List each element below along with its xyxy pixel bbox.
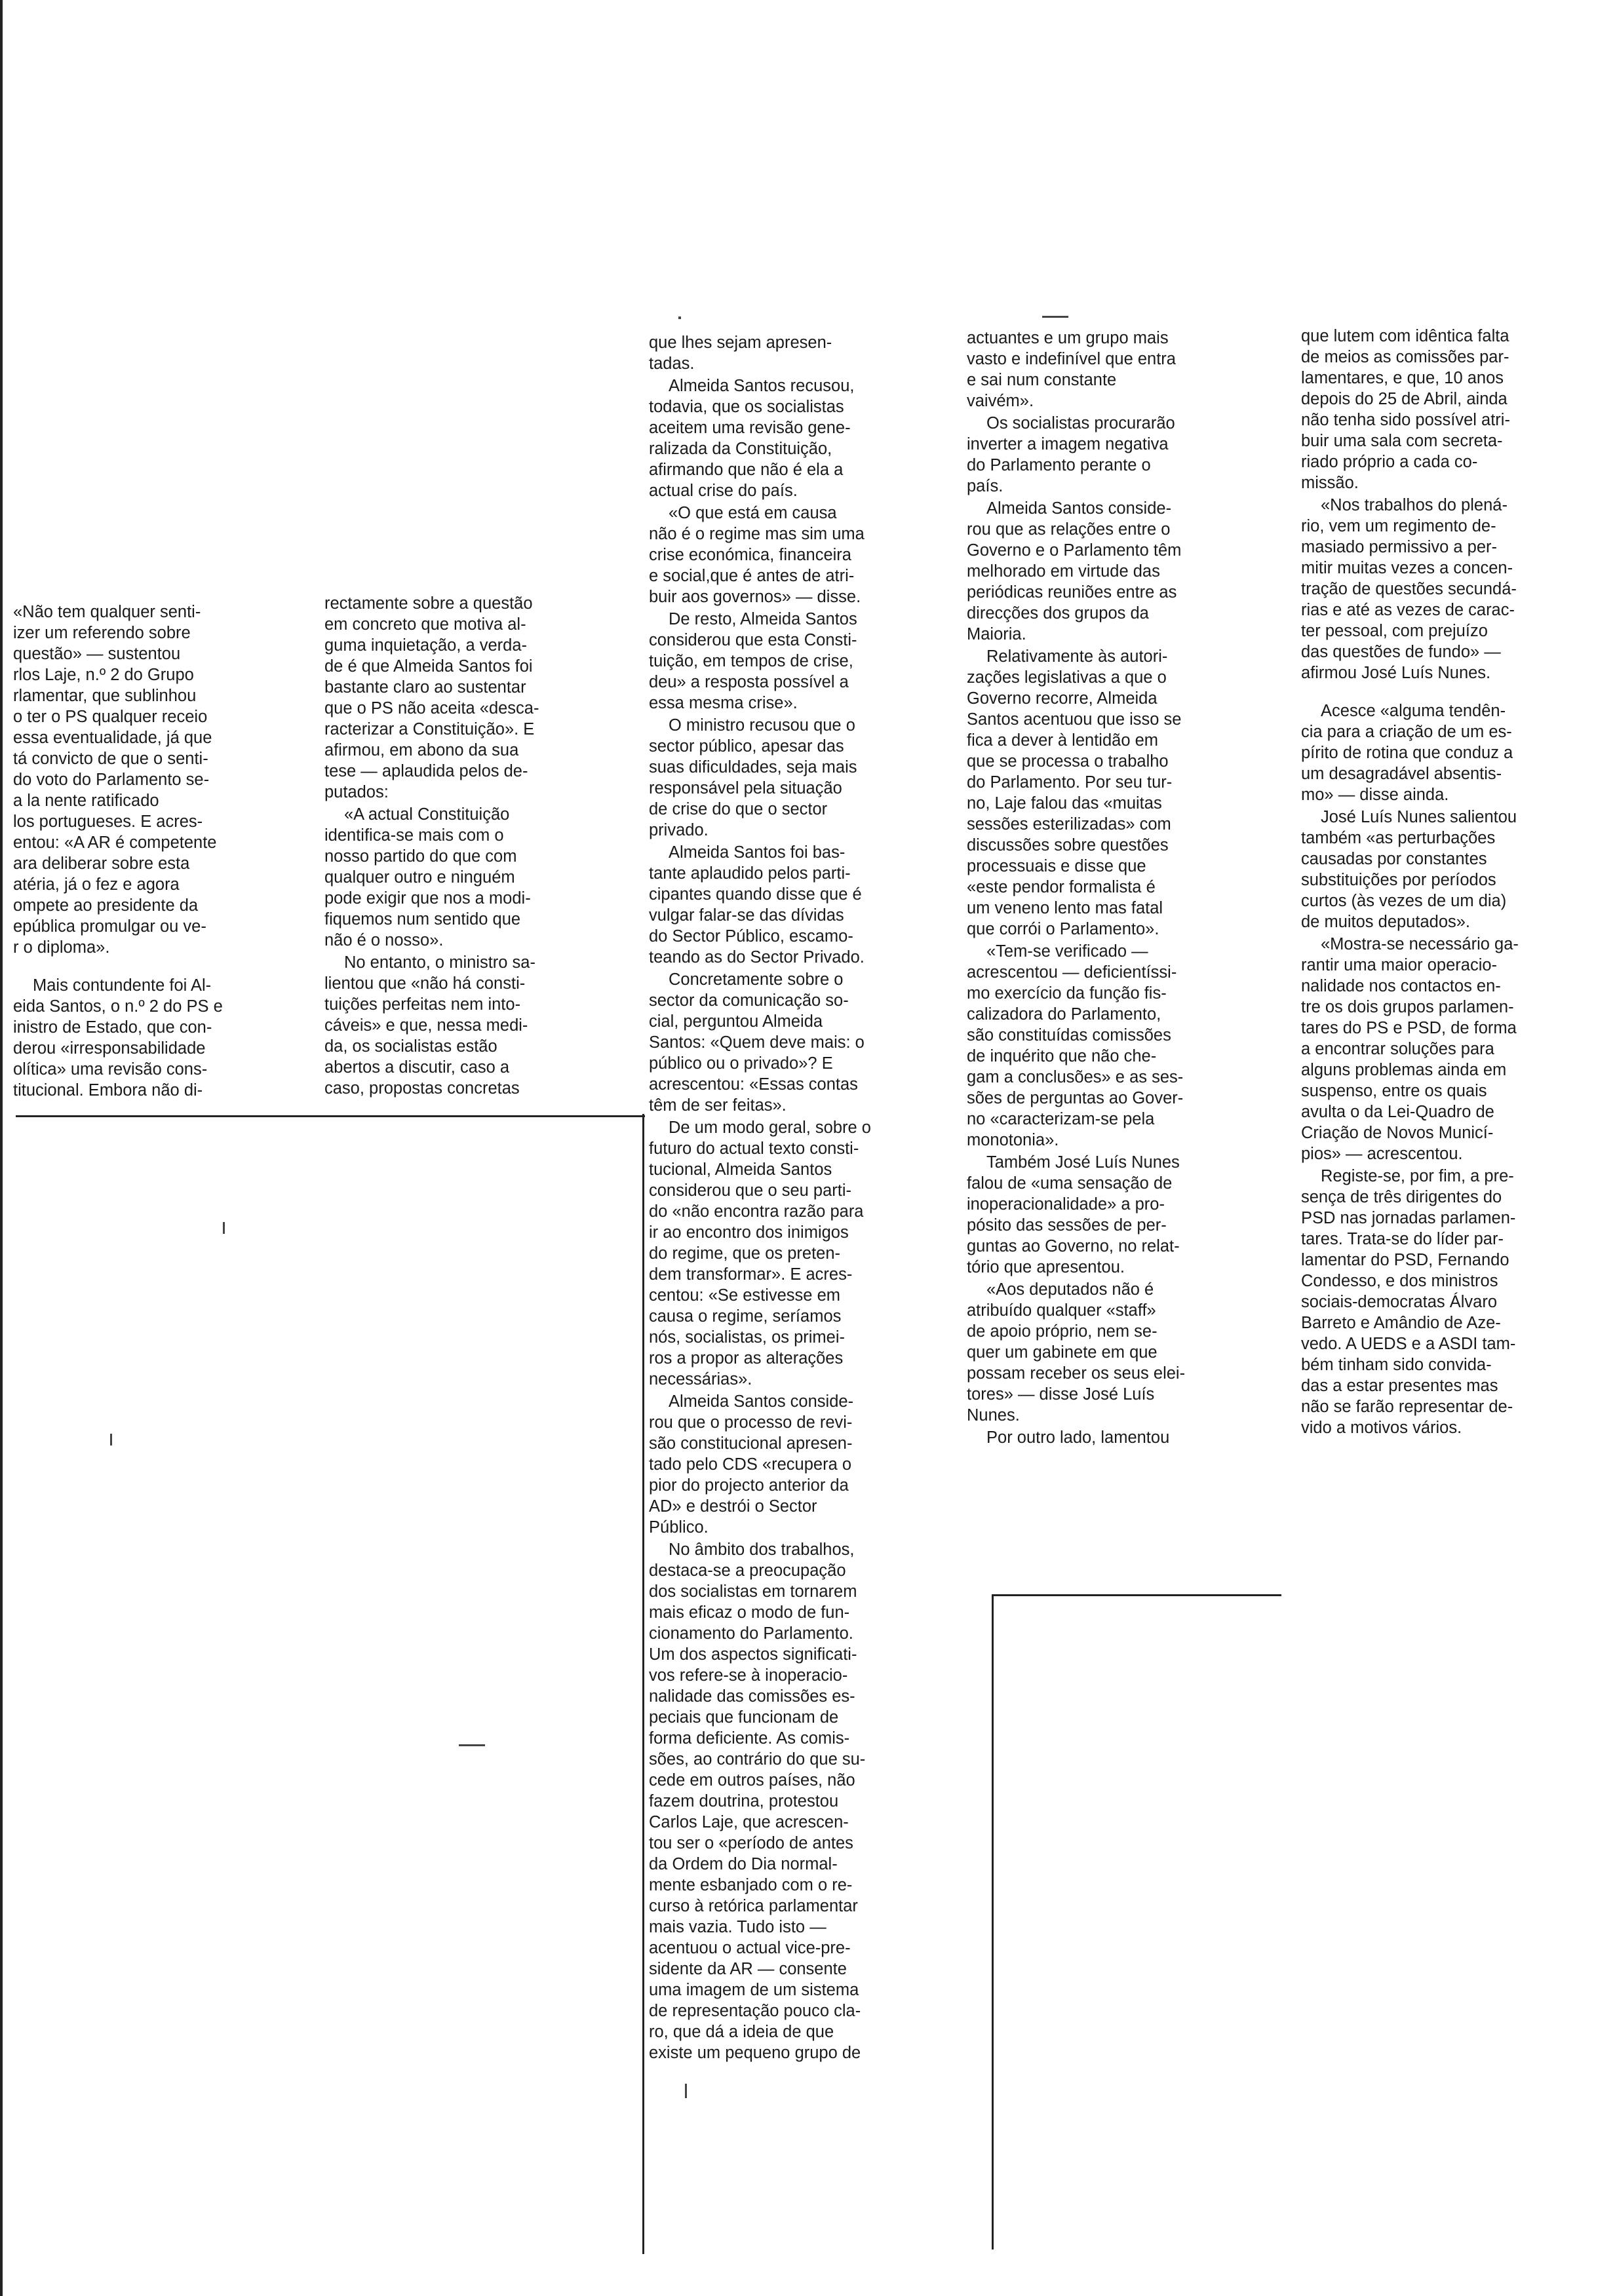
text-line: Santos acentuou que isso se — [967, 710, 1182, 729]
text-line: cia para a criação de um es- — [1301, 723, 1512, 741]
paragraph — [324, 804, 627, 951]
text-line: buir uma sala com secreta- — [1301, 432, 1503, 450]
text-line: periódicas reuniões entre as — [967, 583, 1177, 602]
text-line: rantir uma maior operacio- — [1301, 956, 1498, 974]
text-line: rlos Laje, n.º 2 do Grupo — [13, 666, 194, 684]
text-line: rlamentar, que sublinhou — [13, 687, 197, 705]
text-line: ter pessoal, com prejuízo — [1301, 622, 1488, 640]
text-line: a la nente ratificado — [13, 792, 159, 810]
column-rule-lower-right — [993, 1594, 1281, 1596]
text-line: ompete ao presidente da — [13, 896, 199, 915]
text-line: Condesso, e dos ministros — [1301, 1272, 1498, 1290]
paragraph — [967, 328, 1280, 411]
text-line: fazem doutrina, protestou — [649, 1792, 839, 1810]
text-line: acrescentou — deficientíssi- — [967, 963, 1177, 982]
text-line: e sai num constante — [967, 371, 1117, 389]
text-line: público ou o privado»? E — [649, 1054, 833, 1073]
text-line: «Não tem qualquer senti- — [13, 603, 201, 621]
paragraph — [649, 332, 957, 374]
text-line: De um modo geral, sobre o — [669, 1119, 871, 1137]
text-line: aceitem uma revisão gene- — [649, 419, 851, 437]
text-line: curtos (às vezes de um dia) — [1301, 892, 1507, 910]
text-line: privado. — [649, 821, 709, 839]
paragraph — [967, 1152, 1280, 1278]
text-line: AD» e destrói o Sector — [649, 1497, 817, 1516]
text-line: atéria, já o fez e agora — [13, 875, 180, 894]
text-line: sector da comunicação so- — [649, 991, 849, 1010]
scan-speck — [459, 1744, 485, 1746]
text-line: país. — [967, 477, 1003, 495]
text-line: rectamente sobre a questão — [324, 594, 533, 613]
text-line: epública promulgar ou ve- — [13, 917, 206, 936]
text-line: mo exercício da função fis- — [967, 984, 1167, 1003]
paragraph — [967, 413, 1280, 497]
left-border-line — [0, 0, 3, 2296]
text-line: uma imagem de um sistema — [649, 1981, 859, 1999]
text-line: pode exigir que nos a modi- — [324, 889, 531, 908]
text-line: zações legislativas a que o — [967, 668, 1167, 687]
text-line: Almeida Santos foi bas- — [669, 843, 846, 862]
text-line: atribuído qualquer «staff» — [967, 1301, 1156, 1320]
text-line: lamentares, e que, 10 anos — [1301, 369, 1504, 387]
text-line: mais vazia. Tudo isto — — [649, 1918, 827, 1936]
paragraph — [649, 609, 957, 714]
text-line: vasto e indefinível que entra — [967, 350, 1176, 368]
text-line: um desagradável absentis- — [1301, 765, 1502, 783]
text-line: discussões sobre questões — [967, 836, 1169, 854]
text-line: considerou que o seu parti- — [649, 1181, 852, 1200]
text-line: mais eficaz o modo de fun- — [649, 1603, 850, 1622]
text-line: inoperacionalidade» a pro- — [967, 1195, 1165, 1214]
text-line: vulgar falar-se das dívidas — [649, 906, 844, 925]
text-line: cial, perguntou Almeida — [649, 1012, 823, 1031]
text-line: vos refere-se à inoperacio- — [649, 1666, 848, 1685]
text-line: monotonia». — [967, 1131, 1059, 1149]
text-line: putados: — [324, 783, 389, 801]
text-line: não é o regime mas sim uma — [649, 525, 865, 543]
paragraph — [1301, 934, 1609, 1164]
text-line: de muitos deputados». — [1301, 913, 1471, 931]
text-line: pior do projecto anterior da — [649, 1476, 849, 1495]
text-line: necessárias». — [649, 1370, 752, 1388]
text-line: actual crise do país. — [649, 482, 798, 500]
text-line: Barreto e Amândio de Aze- — [1301, 1314, 1501, 1332]
text-line: «Nos trabalhos do plená- — [1321, 496, 1508, 514]
text-line: masiado permissivo a per- — [1301, 538, 1498, 556]
text-line: identifica-se mais com o — [324, 826, 504, 845]
paragraph — [1301, 1166, 1609, 1438]
text-line: crise económica, financeira — [649, 546, 851, 564]
text-line: no «caracterizam-se pela — [967, 1110, 1155, 1128]
text-line: suas dificuldades, seja mais — [649, 758, 857, 776]
text-line: peciais que funcionam de — [649, 1708, 839, 1727]
text-line: rio, vem um regimento de- — [1301, 517, 1496, 535]
text-line: tre os dois grupos parlamen- — [1301, 998, 1514, 1016]
text-line: afirmou, em abono da sua — [324, 741, 519, 759]
text-line: falou de «uma sensação de — [967, 1174, 1173, 1193]
text-line: tração de questões secundá- — [1301, 580, 1517, 598]
text-line: Almeida Santos conside- — [986, 499, 1172, 518]
text-line: fiquemos num sentido que — [324, 910, 521, 928]
paragraph — [649, 715, 957, 841]
paragraph — [967, 941, 1280, 1151]
text-line: tadas. — [649, 354, 695, 373]
text-line: sociais-democratas Álvaro — [1301, 1293, 1498, 1311]
column-rule-lower-left — [16, 1115, 645, 1117]
text-line: melhorado em virtude das — [967, 562, 1160, 581]
text-line: causadas por constantes — [1301, 850, 1487, 868]
text-line: tares. Trata-se do líder par- — [1301, 1230, 1504, 1248]
text-line: são constitucional apresen- — [649, 1434, 853, 1453]
text-line: vaivém». — [967, 392, 1034, 410]
text-line: destaca-se a preocupação — [649, 1561, 846, 1580]
text-line: cipantes quando disse que é — [649, 885, 862, 904]
article-column-4 — [967, 328, 1280, 1448]
text-line: do voto do Parlamento se- — [13, 771, 210, 789]
text-line: forma deficiente. As comis- — [649, 1729, 850, 1748]
text-line: «este pendor formalista é — [967, 878, 1156, 896]
text-line: responsável pela situação — [649, 779, 842, 797]
article-column-3 — [649, 332, 957, 2063]
text-line: que lhes sejam apresen- — [649, 334, 832, 352]
column-divider-right — [992, 1594, 994, 2249]
text-line: processuais e disse que — [967, 857, 1146, 875]
text-line: de apoio próprio, nem se- — [967, 1322, 1158, 1341]
text-line: o ter o PS qualquer receio — [13, 708, 208, 726]
text-line: rou que o processo de revi- — [649, 1413, 853, 1432]
text-line: teando as do Sector Privado. — [649, 948, 865, 966]
text-line: tuições perfeitas nem into- — [324, 995, 521, 1014]
text-line: do Sector Público, escamo- — [649, 927, 853, 946]
text-line: nosso partido do que com — [324, 847, 517, 866]
text-line: das questões de fundo» — — [1301, 643, 1501, 661]
text-line: ralizada da Constituição, — [649, 440, 832, 458]
text-line: direcções dos grupos da — [967, 604, 1149, 622]
text-line: não se farão representar de- — [1301, 1398, 1513, 1416]
text-line: ara deliberar sobre esta — [13, 854, 190, 873]
text-line: Nunes. — [967, 1406, 1020, 1425]
text-line: do Parlamento. Por seu tur- — [967, 773, 1173, 792]
text-line: izer um referendo sobre — [13, 624, 191, 642]
text-line: Relativamente às autori- — [986, 647, 1168, 666]
text-line: não tenha sido possível atri- — [1301, 411, 1510, 429]
article-column-5 — [1301, 326, 1609, 1438]
text-line: lientou que «não há consti- — [324, 974, 526, 993]
text-line: deu» a resposta possível a — [649, 673, 849, 691]
scan-speck — [110, 1434, 112, 1445]
text-line: Carlos Laje, que acrescen- — [649, 1813, 849, 1831]
text-line: sença de três dirigentes do — [1301, 1188, 1502, 1206]
paragraph — [967, 1279, 1280, 1426]
text-line: Almeida Santos recusou, — [669, 377, 855, 395]
paragraph — [1301, 700, 1609, 805]
text-line: Mais contundente foi Al- — [33, 976, 212, 995]
scan-speck — [223, 1222, 225, 1234]
text-line: quer um gabinete em que — [967, 1343, 1158, 1362]
text-line: cede em outros países, não — [649, 1771, 855, 1789]
text-line: afirmou José Luís Nunes. — [1301, 664, 1491, 682]
text-line: eida Santos, o n.º 2 do PS e — [13, 997, 223, 1016]
text-line: mo» — disse ainda. — [1301, 786, 1449, 804]
text-line: suspenso, entre os quais — [1301, 1082, 1487, 1100]
text-line: pios» — acrescentou. — [1301, 1145, 1463, 1163]
text-line: essa mesma crise». — [649, 694, 798, 712]
paragraph — [1301, 495, 1609, 683]
text-line: los portugueses. E acres- — [13, 813, 203, 831]
text-line: Público. — [649, 1518, 709, 1537]
scan-speck — [1042, 316, 1068, 318]
text-line: «A actual Constituição — [344, 805, 510, 824]
text-line: guma inquietação, a verda- — [324, 636, 528, 655]
text-line: abertos a discutir, caso a — [324, 1058, 510, 1077]
text-line: actuantes e um grupo mais — [967, 329, 1169, 347]
text-line: questão» — sustentou — [13, 645, 181, 663]
text-line: tá convicto de que o senti- — [13, 750, 208, 768]
text-line: curso à retórica parlamentar — [649, 1897, 858, 1915]
text-line: têm de ser feitas». — [649, 1096, 787, 1115]
text-line: olítica» uma revisão cons- — [13, 1060, 208, 1079]
text-line: PSD nas jornadas parlamen- — [1301, 1209, 1516, 1227]
text-line: Concretamente sobre o — [669, 970, 844, 989]
text-line: buir aos governos» — disse. — [649, 588, 861, 606]
text-line: riado próprio a cada co- — [1301, 453, 1478, 471]
text-line: acrescentou: «Essas contas — [649, 1075, 858, 1094]
text-line: fica a dever à lentidão em — [967, 731, 1159, 750]
paragraph — [1301, 807, 1609, 932]
scan-speck — [678, 316, 681, 319]
text-line: possam receber os seus elei- — [967, 1364, 1186, 1383]
text-line: dem transformar». E acres- — [649, 1265, 853, 1284]
paragraph — [967, 646, 1280, 940]
text-line: cionamento do Parlamento. — [649, 1624, 853, 1643]
text-line: Por outro lado, lamentou — [986, 1428, 1170, 1447]
text-line: José Luís Nunes salientou — [1321, 808, 1517, 826]
text-line: entou: «A AR é competente — [13, 833, 217, 852]
paragraph — [649, 503, 957, 607]
text-line: qualquer outro e ninguém — [324, 868, 515, 887]
text-line: Criação de Novos Municí- — [1301, 1124, 1494, 1142]
text-line: futuro do actual texto consti- — [649, 1139, 859, 1158]
text-line: «Tem-se verificado — — [986, 942, 1148, 961]
paragraph — [649, 1391, 957, 1538]
text-line: tucional, Almeida Santos — [649, 1160, 832, 1179]
text-line: mente esbanjado com o re- — [649, 1876, 853, 1894]
paragraph — [649, 842, 957, 968]
text-line: ir ao encontro dos inimigos — [649, 1223, 849, 1242]
text-line: inistro de Estado, que con- — [13, 1018, 212, 1037]
text-line: em concreto que motiva al- — [324, 615, 526, 634]
text-line: todavia, que os socialistas — [649, 398, 844, 416]
text-line: Almeida Santos conside- — [669, 1392, 854, 1411]
text-line: pósito das sessões de per- — [967, 1216, 1167, 1234]
text-line: Registe-se, por fim, a pre- — [1321, 1167, 1514, 1185]
text-line: missão. — [1301, 474, 1359, 492]
text-line: guntas ao Governo, no relat- — [967, 1237, 1180, 1255]
text-line: Maioria. — [967, 625, 1026, 643]
paragraph — [649, 1539, 957, 2063]
paragraph — [1301, 326, 1609, 493]
text-line: tese — aplaudida pelos de- — [324, 762, 528, 780]
text-line: tado pelo CDS «recupera o — [649, 1455, 852, 1474]
text-line: tares do PS e PSD, de forma — [1301, 1019, 1517, 1037]
article-column-2 — [324, 593, 627, 1099]
text-line: são constituídas comissões — [967, 1026, 1171, 1044]
text-line: nós, socialistas, os primei- — [649, 1328, 846, 1347]
text-line: depois do 25 de Abril, ainda — [1301, 390, 1508, 408]
text-line: acentuou o actual vice-pre- — [649, 1939, 851, 1957]
text-line: e social,que é antes de atri- — [649, 567, 855, 585]
text-line: de é que Almeida Santos foi — [324, 657, 533, 676]
text-line: tou ser o «período de antes — [649, 1834, 853, 1852]
text-line: bém tinham sido convida- — [1301, 1356, 1492, 1374]
text-line: No entanto, o ministro sa- — [344, 953, 535, 972]
text-line: sões, ao contrário do que su- — [649, 1750, 866, 1769]
text-line: nalidade das comissões es- — [649, 1687, 855, 1706]
text-line: substituições por períodos — [1301, 871, 1496, 889]
text-line: inverter a imagem negativa — [967, 435, 1169, 453]
text-line: alguns problemas ainda em — [1301, 1061, 1507, 1079]
text-line: derou «irresponsabilidade — [13, 1039, 206, 1058]
text-line: centou: «Se estivesse em — [649, 1286, 840, 1305]
text-line: das a estar presentes mas — [1301, 1377, 1498, 1395]
text-line: dos socialistas em tornarem — [649, 1582, 857, 1601]
text-line: «Mostra-se necessário ga- — [1321, 935, 1519, 953]
text-line: Governo e o Parlamento têm — [967, 541, 1182, 560]
text-line: «O que está em causa — [669, 504, 837, 522]
text-line: sões de perguntas ao Gover- — [967, 1089, 1184, 1107]
text-line: sessões esterilizadas» com — [967, 815, 1171, 833]
text-line: Os socialistas procurarão — [986, 414, 1175, 432]
text-line: caso, propostas concretas — [324, 1079, 520, 1098]
text-line: não é o nosso». — [324, 931, 444, 949]
text-line: do Parlamento perante o — [967, 456, 1151, 474]
text-line: essa eventualidade, já que — [13, 729, 212, 747]
text-line: da Ordem do Dia normal- — [649, 1855, 838, 1873]
paragraph — [967, 1427, 1280, 1448]
text-line: de crise do que o sector — [649, 800, 828, 818]
paragraph — [967, 498, 1280, 645]
text-line: no, Laje falou das «muitas — [967, 794, 1162, 813]
text-line: de meios as comissões par- — [1301, 348, 1509, 366]
paragraph — [13, 602, 288, 958]
paragraph — [649, 969, 957, 1116]
text-line: racterizar a Constituição». E — [324, 720, 535, 738]
text-line: Um dos aspectos significati- — [649, 1645, 857, 1664]
paragraph — [649, 375, 957, 501]
text-line: existe um pequeno grupo de — [649, 2044, 861, 2062]
text-line: avulta o da Lei-Quadro de — [1301, 1103, 1494, 1121]
text-line: de representação pouco cla- — [649, 2002, 861, 2020]
text-line: calizadora do Parlamento, — [967, 1005, 1161, 1024]
text-line: que lutem com idêntica falta — [1301, 327, 1509, 345]
text-line: do regime, que os preten- — [649, 1244, 841, 1263]
text-line: rou que as relações entre o — [967, 520, 1171, 539]
text-line: pírito de rotina que conduz a — [1301, 744, 1513, 762]
text-line: gam a conclusões» e as ses- — [967, 1068, 1184, 1086]
text-line: afirmando que não é ela a — [649, 461, 844, 479]
text-line: da, os socialistas estão — [324, 1037, 497, 1056]
text-line: O ministro recusou que o — [669, 716, 855, 735]
text-line: rias e até as vezes de carac- — [1301, 601, 1515, 619]
text-line: tores» — disse José Luís — [967, 1385, 1155, 1404]
text-line: De resto, Almeida Santos — [669, 610, 857, 628]
text-line: que corrói o Parlamento». — [967, 920, 1159, 938]
text-line: a encontrar soluções para — [1301, 1040, 1494, 1058]
text-line: Também José Luís Nunes — [986, 1153, 1180, 1172]
text-line: de inquérito que não che- — [967, 1047, 1157, 1065]
text-line: tório que apresentou. — [967, 1258, 1125, 1276]
article-column-1 — [13, 602, 288, 1101]
text-line: Santos: «Quem deve mais: o — [649, 1033, 865, 1052]
column-divider-vertical — [642, 1114, 644, 2254]
text-line: ros a propor as alterações — [649, 1349, 844, 1368]
text-line: também «as perturbações — [1301, 829, 1496, 847]
text-line: tante aplaudido pelos parti- — [649, 864, 851, 883]
text-line: r o diploma». — [13, 938, 110, 957]
text-line: titucional. Embora não di- — [13, 1081, 203, 1100]
paragraph — [324, 593, 627, 803]
text-line: vido a motivos vários. — [1301, 1419, 1462, 1437]
text-line: mitir muitas vezes a concen- — [1301, 559, 1513, 577]
text-line: Acesce «alguma tendên- — [1321, 702, 1506, 720]
text-line: considerou que esta Consti- — [649, 631, 857, 649]
text-line: No âmbito dos trabalhos, — [669, 1540, 855, 1559]
text-line: lamentar do PSD, Fernando — [1301, 1251, 1509, 1269]
text-line: que o PS não aceita «desca- — [324, 699, 539, 718]
text-line: cáveis» e que, nessa medi- — [324, 1016, 528, 1035]
scan-speck — [685, 2084, 687, 2098]
text-line: do «não encontra razão para — [649, 1202, 864, 1221]
text-line: «Aos deputados não é — [986, 1280, 1154, 1299]
text-line: ro, que dá a ideia de que — [649, 2023, 834, 2041]
paragraph — [13, 975, 288, 1101]
text-line: que se processa o trabalho — [967, 752, 1169, 771]
text-line: tuição, em tempos de crise, — [649, 652, 853, 670]
text-line: causa o regime, seríamos — [649, 1307, 842, 1326]
text-line: bastante claro ao sustentar — [324, 678, 526, 697]
text-line: sidente da AR — consente — [649, 1960, 847, 1978]
paragraph — [324, 952, 627, 1099]
text-line: um veneno lento mas fatal — [967, 899, 1163, 917]
text-line: vedo. A UEDS e a ASDI tam- — [1301, 1335, 1516, 1353]
text-line: Governo recorre, Almeida — [967, 689, 1158, 708]
paragraph — [649, 1117, 957, 1390]
text-line: sector público, apesar das — [649, 737, 844, 756]
text-line: nalidade nos contactos en- — [1301, 977, 1501, 995]
